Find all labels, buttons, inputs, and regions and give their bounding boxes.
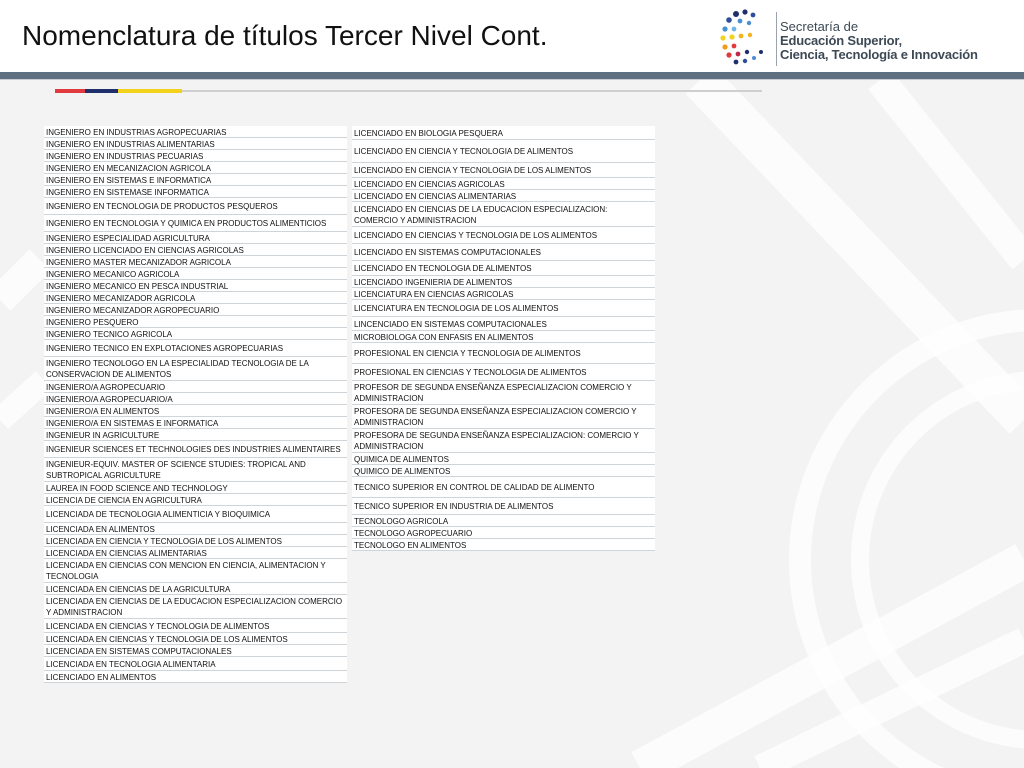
title-list-item bbox=[44, 429, 347, 441]
accent-bar-navy bbox=[85, 89, 118, 93]
title-list-item-text: LICENCIADO EN CIENCIAS ALIMENTARIAS bbox=[354, 191, 517, 201]
title-list-item-text: PROFESORA DE SEGUNDA ENSEÑANZA ESPECIALIZACION COMERCIO Y ADMINISTRACION bbox=[354, 407, 637, 427]
title-list-item bbox=[44, 232, 347, 244]
title-list-item-text: LICENCIADA DE TECNOLOGIA ALIMENTICIA Y BIOQUIMICA bbox=[46, 510, 271, 519]
title-list-item-text: TECNOLOGO EN ALIMENTOS bbox=[354, 540, 467, 550]
title-list-item bbox=[44, 506, 347, 523]
title-list-item bbox=[352, 140, 655, 163]
header bbox=[0, 0, 1024, 72]
title-list-item-text: INGENIERO MECANICO AGRICOLA bbox=[46, 269, 180, 279]
title-list-item bbox=[352, 202, 655, 227]
title-list-item-text: INGENIERO MECANIZADOR AGROPECUARIO bbox=[46, 305, 220, 315]
title-list-item bbox=[44, 328, 347, 340]
title-list-item bbox=[44, 126, 347, 138]
title-list-item bbox=[352, 453, 655, 465]
title-list-item bbox=[44, 595, 347, 619]
title-list-item bbox=[352, 190, 655, 202]
title-list-item bbox=[352, 276, 655, 288]
title-list-item bbox=[44, 150, 347, 162]
title-list-item-text: INGENIEUR IN AGRICULTURE bbox=[46, 430, 160, 440]
logo-text bbox=[780, 20, 978, 62]
title-list-item-text: LICENCIA DE CIENCIA EN AGRICULTURA bbox=[46, 495, 202, 505]
slide-title: Nomenclatura de títulos Tercer Nivel Cont. bbox=[22, 20, 548, 51]
title-list-item bbox=[44, 186, 347, 198]
title-list-item-text: INGENIERO TECNICO AGRICOLA bbox=[46, 329, 173, 339]
senescyt-logo bbox=[716, 6, 996, 70]
title-list-item bbox=[352, 300, 655, 317]
title-list-item bbox=[352, 288, 655, 300]
title-list-item-text: INGENIERO EN TECNOLOGIA DE PRODUCTOS PESQUEROS bbox=[46, 202, 278, 211]
title-list-item-text: LICENCIADA EN CIENCIAS DE LA EDUCACION ESPECIALIZACION COMERCIO Y ADMINISTRACION bbox=[46, 597, 343, 617]
title-list-item-text: INGENIERO/A EN SISTEMAS E INFORMATICA bbox=[46, 418, 219, 428]
title-list-item-text: LICENCIADA EN CIENCIAS DE LA AGRICULTURA bbox=[46, 584, 231, 594]
title-list-item-text: INGENIERO MASTER MECANIZADOR AGRICOLA bbox=[46, 257, 231, 267]
title-list-item-text: INGENIERO MECANICO EN PESCA INDUSTRIAL bbox=[46, 281, 229, 291]
title-list-item bbox=[352, 178, 655, 190]
left-title-list bbox=[44, 126, 347, 683]
title-list-item-text: LICENCIADA EN CIENCIAS Y TECNOLOGIA DE ALIMENTOS bbox=[46, 621, 270, 631]
title-list-item-text: INGENIERO ESPECIALIDAD AGRICULTURA bbox=[46, 233, 210, 243]
title-list-item bbox=[44, 547, 347, 559]
accent-line bbox=[182, 90, 762, 92]
title-list-item bbox=[44, 138, 347, 150]
title-list-item bbox=[44, 256, 347, 268]
title-list-item bbox=[44, 340, 347, 357]
title-list-item-text: LICENCIADA EN SISTEMAS COMPUTACIONALES bbox=[46, 646, 232, 656]
title-list-item-text: INGENIEUR-EQUIV. MASTER OF SCIENCE STUDIES: TROPICAL AND SUBTROPICAL AGRICULTURE bbox=[46, 460, 306, 480]
title-list-item-text: INGENIERO MECANIZADOR AGRICOLA bbox=[46, 293, 196, 303]
title-list-item bbox=[44, 292, 347, 304]
title-list-item bbox=[44, 657, 347, 671]
title-list-item-text: INGENIERO LICENCIADO EN CIENCIAS AGRICOLAS bbox=[46, 245, 244, 255]
title-list-item-text: INGENIERO EN INDUSTRIAS AGROPECUARIAS bbox=[46, 127, 227, 137]
logo-divider bbox=[776, 12, 777, 66]
logo-line-1: Secretaría de bbox=[780, 19, 859, 34]
logo-line-2: Educación Superior, bbox=[780, 33, 902, 48]
title-list-item-text: LICENCIADO EN CIENCIAS AGRICOLAS bbox=[354, 179, 505, 189]
title-list-item bbox=[44, 441, 347, 458]
title-list-item bbox=[352, 227, 655, 244]
title-list-item-text: LICENCIATURA EN CIENCIAS AGRICOLAS bbox=[354, 289, 514, 299]
title-list-item-text: LICENCIADA EN ALIMENTOS bbox=[46, 524, 155, 534]
title-list-item bbox=[44, 174, 347, 186]
title-list-item-text: LICENCIADA EN CIENCIAS ALIMENTARIAS bbox=[46, 548, 207, 558]
title-list-item-text: LICENCIADO EN ALIMENTOS bbox=[46, 672, 157, 682]
title-list-item bbox=[352, 465, 655, 477]
title-list-item bbox=[44, 198, 347, 215]
title-list-item-text: INGENIERO TECNOLOGO EN LA ESPECIALIDAD TECNOLOGIA DE LA CONSERVACION DE ALIMENTOS bbox=[46, 359, 309, 379]
title-list-item bbox=[352, 429, 655, 453]
title-list-item bbox=[44, 535, 347, 547]
title-list-item-text: MICROBIOLOGA CON ENFASIS EN ALIMENTOS bbox=[354, 332, 534, 342]
title-list-item bbox=[352, 261, 655, 276]
title-list-item bbox=[44, 619, 347, 633]
title-list-item bbox=[44, 482, 347, 494]
title-list-item bbox=[44, 244, 347, 256]
title-list-item bbox=[44, 494, 347, 506]
title-list-item bbox=[352, 477, 655, 498]
title-list-item-text: LICENCIADO EN CIENCIA Y TECNOLOGIA DE LOS ALIMENTOS bbox=[354, 166, 592, 175]
title-list-item-text: INGENIERO EN INDUSTRIAS PECUARIAS bbox=[46, 151, 204, 161]
title-list-item-text: LICENCIADA EN CIENCIAS CON MENCION EN CIENCIA, ALIMENTACION Y TECNOLOGIA bbox=[46, 561, 326, 581]
title-list-item bbox=[352, 527, 655, 539]
title-list-item-text: TECNOLOGO AGRICOLA bbox=[354, 516, 449, 526]
title-list-item-text: LICENCIADO EN CIENCIA Y TECNOLOGIA DE ALIMENTOS bbox=[354, 147, 574, 156]
title-list-item-text: INGENIERO/A EN ALIMENTOS bbox=[46, 406, 160, 416]
title-list-item bbox=[44, 633, 347, 645]
title-list-item-text: LICENCIATURA EN TECNOLOGIA DE LOS ALIMENTOS bbox=[354, 304, 559, 313]
title-list-item bbox=[44, 671, 347, 683]
title-list-item bbox=[352, 244, 655, 261]
title-list-item-text: LICENCIADO EN SISTEMAS COMPUTACIONALES bbox=[354, 248, 541, 257]
title-list-item bbox=[44, 559, 347, 583]
title-list-item bbox=[44, 162, 347, 174]
title-list-item-text: INGENIERO EN SISTEMASE INFORMATICA bbox=[46, 187, 209, 197]
title-list-item bbox=[44, 381, 347, 393]
title-list-item bbox=[352, 539, 655, 551]
title-list-item-text: INGENIERO TECNICO EN EXPLOTACIONES AGROPECUARIAS bbox=[46, 344, 284, 353]
header-band-rule bbox=[0, 79, 1024, 80]
title-list-item-text: LICENCIADA EN CIENCIA Y TECNOLOGIA DE LOS ALIMENTOS bbox=[46, 536, 282, 546]
title-list-item bbox=[352, 515, 655, 527]
title-list-item bbox=[44, 357, 347, 381]
title-list-item-text: INGENIERO EN TECNOLOGIA Y QUIMICA EN PRODUCTOS ALIMENTICIOS bbox=[46, 219, 327, 228]
title-list-item-text: LICENCIADA EN CIENCIAS Y TECNOLOGIA DE LOS ALIMENTOS bbox=[46, 634, 288, 644]
accent-bar-yellow bbox=[118, 89, 182, 93]
title-list-item-text: INGENIERO/A AGROPECUARIO/A bbox=[46, 394, 173, 404]
title-list-item-text: PROFESOR DE SEGUNDA ENSEÑANZA ESPECIALIZACION COMERCIO Y ADMINISTRACION bbox=[354, 383, 632, 403]
title-list-item-text: LICENCIADA EN TECNOLOGIA ALIMENTARIA bbox=[46, 659, 216, 669]
title-list-item bbox=[44, 268, 347, 280]
logo-line-3: Ciencia, Tecnología e Innovación bbox=[780, 47, 978, 62]
title-list-item bbox=[352, 126, 655, 140]
title-list-item bbox=[44, 645, 347, 657]
title-list-item bbox=[352, 331, 655, 343]
title-list-item-text: LICENCIADO EN CIENCIAS DE LA EDUCACION ESPECIALIZACION: COMERCIO Y ADMINISTRACION bbox=[354, 204, 608, 225]
title-list-item bbox=[44, 280, 347, 292]
title-list-item-text: TECNICO SUPERIOR EN CONTROL DE CALIDAD DE ALIMENTO bbox=[354, 483, 595, 492]
title-list-item-text: INGENIERO/A AGROPECUARIO bbox=[46, 382, 166, 392]
title-list-item-text: INGENIERO EN SISTEMAS E INFORMATICA bbox=[46, 175, 212, 185]
title-list-item bbox=[44, 458, 347, 482]
title-list-item-text: INGENIERO PESQUERO bbox=[46, 317, 139, 327]
title-list-item-text: LAUREA IN FOOD SCIENCE AND TECHNOLOGY bbox=[46, 483, 228, 493]
title-list-item-text: LICENCIADO EN TECNOLOGIA DE ALIMENTOS bbox=[354, 264, 532, 273]
title-list-item bbox=[352, 317, 655, 331]
title-list-item-text: QUIMICO DE ALIMENTOS bbox=[354, 466, 451, 476]
title-list-item-text: TECNICO SUPERIOR EN INDUSTRIA DE ALIMENTOS bbox=[354, 502, 554, 511]
title-list-item bbox=[352, 163, 655, 178]
title-list-item bbox=[352, 343, 655, 364]
title-list-item-text: PROFESORA DE SEGUNDA ENSEÑANZA ESPECIALIZACION: COMERCIO Y ADMINISTRACION bbox=[354, 431, 639, 451]
title-list-item bbox=[44, 316, 347, 328]
title-list-item bbox=[44, 393, 347, 405]
title-list-item bbox=[352, 405, 655, 429]
title-list-item-text: INGENIEUR SCIENCES ET TECHNOLOGIES DES INDUSTRIES ALIMENTAIRES bbox=[46, 445, 341, 454]
title-list-item-text: TECNOLOGO AGROPECUARIO bbox=[354, 528, 473, 538]
title-list-item bbox=[44, 304, 347, 316]
title-list-item-text: LICENCIADO EN CIENCIAS Y TECNOLOGIA DE LOS ALIMENTOS bbox=[354, 231, 598, 240]
title-list-item-text: LINCENCIADO EN SISTEMAS COMPUTACIONALES bbox=[354, 319, 547, 329]
title-list-item bbox=[44, 215, 347, 232]
right-title-list bbox=[352, 126, 655, 551]
header-band bbox=[0, 72, 1024, 79]
title-list-item-text: INGENIERO EN MECANIZACION AGRICOLA bbox=[46, 163, 211, 173]
title-list-item-text: PROFESIONAL EN CIENCIA Y TECNOLOGIA DE ALIMENTOS bbox=[354, 349, 581, 358]
title-list-item bbox=[352, 498, 655, 515]
title-list-item-text: INGENIERO EN INDUSTRIAS ALIMENTARIAS bbox=[46, 139, 215, 149]
title-list-item-text: QUIMICA DE ALIMENTOS bbox=[354, 454, 449, 464]
title-list-item bbox=[44, 523, 347, 535]
title-list-item bbox=[44, 417, 347, 429]
title-list-item bbox=[44, 583, 347, 595]
accent-bar-red bbox=[55, 89, 85, 93]
title-list-item-text: PROFESIONAL EN CIENCIAS Y TECNOLOGIA DE ALIMENTOS bbox=[354, 368, 587, 377]
title-list-item bbox=[352, 381, 655, 405]
title-list-item-text: LICENCIADO INGENIERIA DE ALIMENTOS bbox=[354, 277, 513, 287]
title-list-item-text: LICENCIADO EN BIOLOGIA PESQUERA bbox=[354, 128, 503, 138]
title-list-item bbox=[44, 405, 347, 417]
dotted-spiral-logo-icon bbox=[716, 6, 776, 70]
title-list-item bbox=[352, 364, 655, 381]
